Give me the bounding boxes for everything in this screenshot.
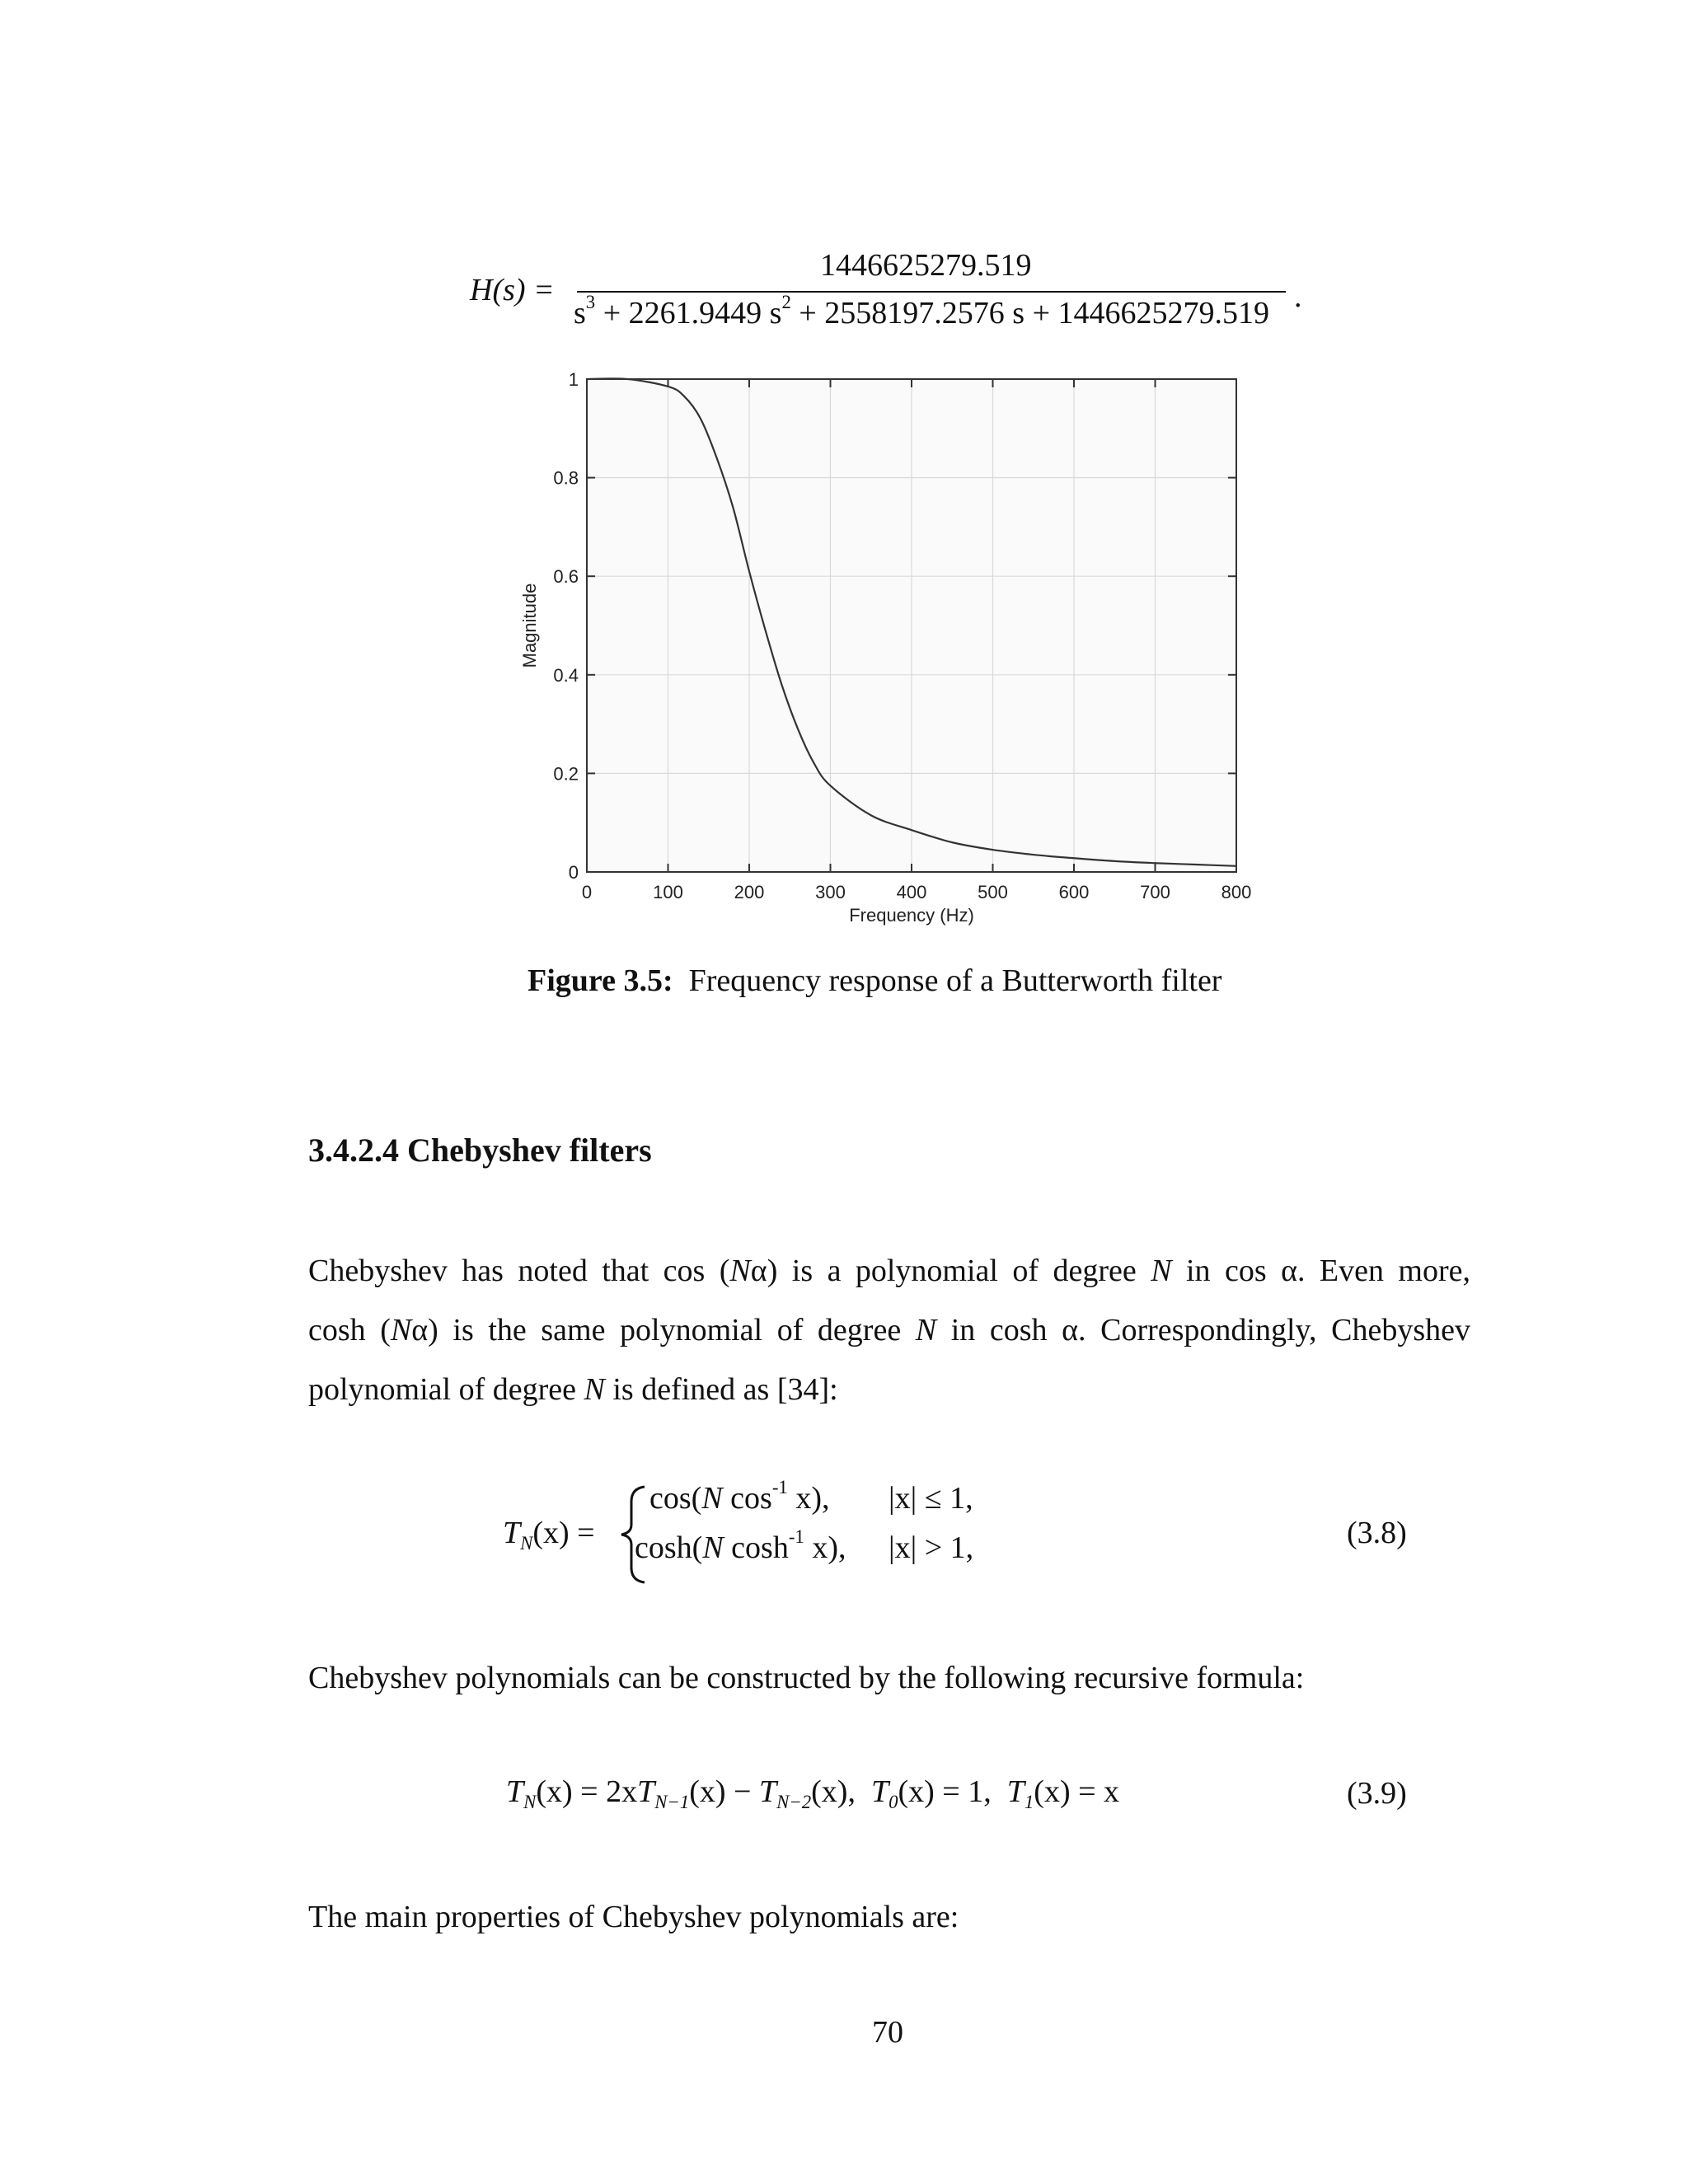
x-tick-label: 700 [1140,882,1170,902]
eq38-case2-expr: cosh(N $\cosh^{-1} x$), [635,1526,846,1565]
text-run: cosh ( [308,1313,391,1347]
y-tick-label: 0 [568,862,579,883]
text-run: is defined as [34]: [604,1372,838,1407]
paragraph-line [308,1241,1470,1301]
equation-numerator: 1446625279.519 [820,248,1032,283]
text-run: in cosh α. Correspondingly, Chebyshev [936,1313,1471,1347]
italic-symbol: N [584,1372,605,1407]
equation-3-8 [503,1476,1492,1587]
y-tick-label: 1 [568,369,579,390]
x-tick-label: 600 [1058,882,1090,902]
italic-symbol: T [637,1774,655,1809]
italic-symbol: N [729,1254,751,1288]
transfer-function-equation [470,247,1327,338]
x-tick-label: 0 [581,882,593,902]
x-tick-label: 500 [978,882,1008,902]
subscript: 1 [1024,1791,1034,1812]
italic-symbol: T [1006,1774,1025,1809]
denominator-term-base: s [769,296,782,330]
x-tick-label: 100 [653,882,683,902]
paragraph-chebyshev-definition [308,1241,1470,1419]
paragraph-line [308,1360,1470,1419]
denominator-term-exponent: 2 [781,291,791,312]
page-number: 70 [872,2015,903,2050]
italic-symbol: T [759,1774,777,1809]
subscript: N−2 [776,1791,812,1812]
y-axis-label: Magnitude [519,583,540,668]
fraction-bar [577,291,1286,293]
x-tick-label: 300 [815,882,846,902]
text-run: (x) = 2x [536,1774,638,1809]
equation-denominator [574,291,1269,331]
text-run: (x) = 1, [898,1774,1007,1809]
denominator-term-base: s [574,296,586,330]
text-run: α) is a polynomial of degree [750,1254,1151,1288]
x-axis-label: Frequency (Hz) [849,905,974,926]
paragraph-line [308,1301,1470,1360]
paragraph-recursive-intro: Chebyshev polynomials can be constructed by the following recursive formula: [308,1661,1305,1695]
subscript: N−1 [654,1791,690,1812]
denominator-term-text: + 2558197.2576 s + 1446625279.519 [790,296,1269,330]
x-tick-label: 800 [1221,882,1252,902]
figure-caption [528,963,1221,999]
text-run: (x), [811,1774,871,1809]
italic-symbol: T [506,1774,524,1809]
denominator-term-exponent: 3 [585,291,596,312]
eq38-case1-expr: cos(N $\cos^{-1} x$), [649,1476,830,1516]
paragraph-properties-intro: The main properties of Chebyshev polynomials are: [308,1900,959,1934]
figure-caption-label: Figure 3.5: [528,963,673,998]
subscript: N [523,1791,537,1812]
text-run: α) is the same polynomial of degree [411,1313,916,1347]
section-heading: 3.4.2.4 Chebyshev filters [308,1132,652,1169]
x-tick-label: 200 [734,882,765,902]
denominator-term-text: + 2261.9449 [595,296,770,330]
eq38-lhs: $T_N(x)$ = [503,1516,595,1554]
equation-period: . [1294,279,1302,314]
text-run: (x) = x [1034,1774,1120,1809]
y-tick-label: 0.6 [553,566,579,588]
text-run: (x) − [689,1774,759,1809]
equation-number-3-9: (3.9) [1347,1776,1407,1811]
italic-symbol: N [390,1313,412,1347]
italic-symbol: N [915,1313,937,1347]
equation-3-9 [506,1774,1119,1810]
italic-symbol: T [870,1774,889,1809]
y-tick-label: 0.4 [553,664,579,686]
subscript: 0 [889,1791,898,1812]
text-run: in cos α. Even more, [1171,1254,1471,1288]
italic-symbol: N [1151,1254,1172,1288]
eq38-case2-cond: |x| > 1, [889,1530,974,1565]
y-tick-label: 0.8 [553,467,579,489]
y-tick-label: 0.2 [553,763,579,785]
text-run: Chebyshev has noted that cos ( [308,1254,730,1288]
figure-caption-text: Frequency response of a Butterworth filter [688,963,1222,998]
eq38-case1-cond: |x| ≤ 1, [889,1481,973,1516]
frequency-response-chart [511,363,1253,940]
x-tick-label: 400 [896,882,927,902]
equation-lhs: H(s) = [470,273,555,307]
equation-number-3-8: (3.8) [1347,1516,1407,1550]
text-run: polynomial of degree [308,1372,584,1407]
